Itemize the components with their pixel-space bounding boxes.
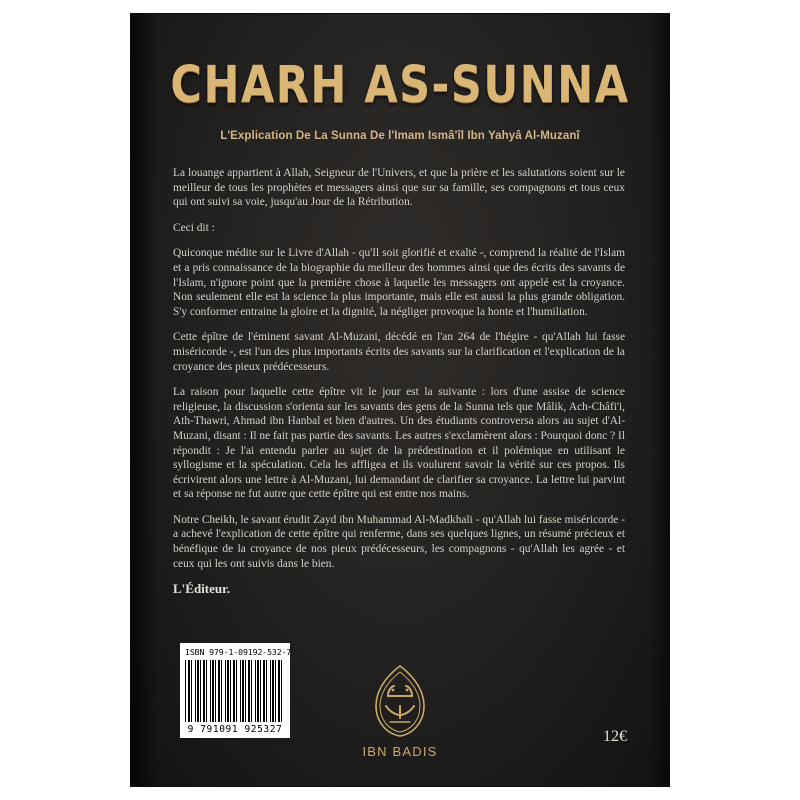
barcode-bars-icon	[185, 660, 285, 722]
paragraph: Cette épître de l'éminent savant Al-Muzani, décédé en l'an 264 de l'hégire - qu'Allah lui fasse miséricorde -, est l'un des plus importants écrits des savants sur la clarification et l'explication de la croyance des pieux prédécesseurs.	[173, 331, 625, 373]
paragraph: La raison pour laquelle cette épître vit le jour est la suivante : lors d'une assise de science religieuse, la discussion s'orienta sur les savants des gens de la Sunna tels que Mâlik, Ach-Châfi'i, Ath-Thawri, Ahmad ibn Hanbal et bien d'autres. Un des étudiants controversa alors au sujet d'Al-Muzani, disant : Il ne fait pas partie des savants. Les autres s'exclamèrent alors : Pourquoi donc ? Il répondit : Je l'ai entendu parler au sujet de la prédestination et il polémique en utilisant le syllogisme et la spéculation. Cela les affligea et ils voulurent savoir la vérité sur ces propos. Ils écrivirent alors une lettre à Al-Muzani, lui demandant de clarifier sa croyance. La lettre lui parvint et sa réponse ne fut autre que cette épître qui est entre nos mains.	[173, 386, 625, 501]
paragraph: Notre Cheikh, le savant érudit Zayd ibn Muhammad Al-Madkhali - qu'Allah lui fasse miséricorde - a achevé l'explication de cette épître qui renferme, dans ses quelques lignes, un résumé précieux et bénéfique de la croyance de nos pieux prédécesseurs, les compagnons - qu'Allah les agrée - et ceux qui les ont suivis dans le bien.	[173, 513, 625, 570]
book-cover	[131, 14, 669, 786]
publisher-name: IBN BADIS	[362, 744, 438, 759]
barcode	[180, 643, 290, 738]
publisher-logo	[345, 662, 455, 759]
blurb-text	[173, 166, 625, 608]
page-subtitle: L'Explication De La Sunna De l'Imam Ismâ'îl Ibn Yahyâ Al-Muzanî	[220, 130, 580, 142]
page-title: CHARH AS-SUNNA	[170, 56, 630, 115]
isbn-label: ISBN 979-1-09192-532-7	[185, 647, 292, 657]
barcode-digits: 9 791091 925327	[187, 724, 283, 735]
paragraph: Quiconque médite sur le Livre d'Allah - qu'Il soit glorifié et exalté -, comprend la réalité de l'Islam et a pris connaissance de la biographie du meilleur des hommes ainsi que des écrits des savants de l'Islam, n'ignore point que la première chose à laquelle les messagers ont appelé est la croyance. Non seulement elle est la science la plus importante, mais elle est aussi la plus grande obligation. S'y conformer entraine la gloire et la dignité, la négliger provoque la honte et l'humiliation.	[173, 247, 625, 318]
price-label: 12€	[603, 728, 627, 745]
paragraph: Ceci dit :	[173, 221, 215, 234]
ibn-badis-calligraphy-icon	[366, 662, 434, 740]
signature: L'Éditeur.	[173, 581, 230, 597]
paragraph: La louange appartient à Allah, Seigneur de l'Univers, et que la prière et les salutations soient sur le meilleur de tous les prophètes et messagers ainsi que sur sa famille, ses compagnons et tous ceux qui ont suivi sa voie, jusqu'au Jour de la Rétribution.	[173, 167, 625, 209]
cover-inner	[131, 14, 669, 786]
